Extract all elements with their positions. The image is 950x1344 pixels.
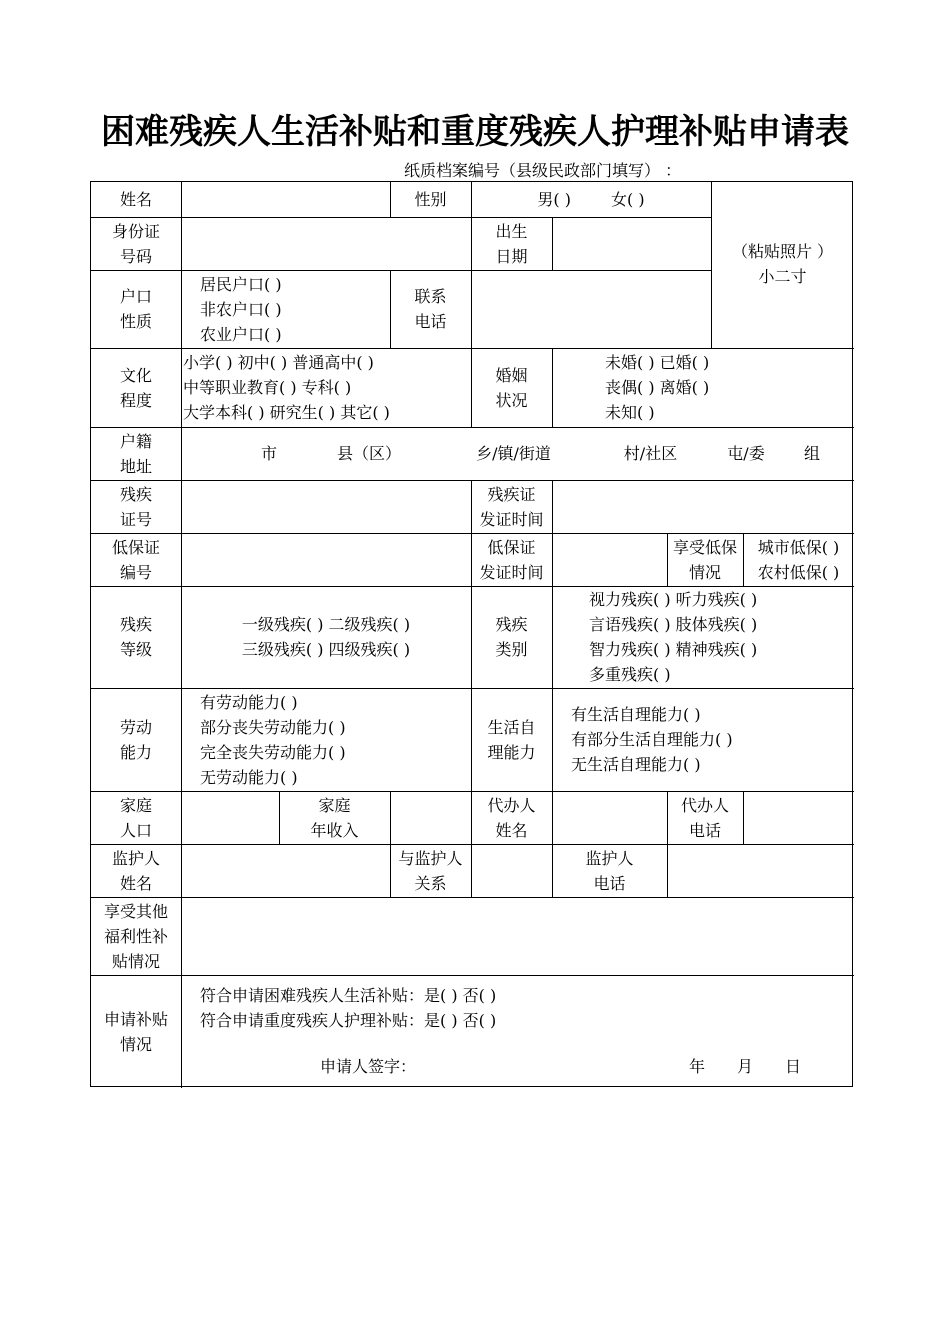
guardian-name-field[interactable] bbox=[181, 844, 390, 897]
archive-number-label: 纸质档案编号（县级民政部门填写） ： bbox=[404, 161, 682, 180]
hukou-nonagri-option[interactable]: 非农户口( ) bbox=[200, 299, 282, 319]
date-year-label: 年 bbox=[688, 1056, 705, 1076]
hukou-resident-option[interactable]: 居民户口( ) bbox=[200, 274, 282, 294]
address-tun[interactable]: 屯/委 bbox=[727, 444, 765, 463]
disability-cert-label: 残疾 证号 bbox=[119, 484, 152, 529]
name-label: 姓名 bbox=[119, 190, 152, 209]
gender-female-option[interactable]: 女( ) bbox=[611, 190, 645, 209]
form-title: 困难残疾人生活补贴和重度残疾人护理补贴申请表 bbox=[101, 112, 849, 152]
other-welfare-label: 享受其他 福利性补 贴情况 bbox=[103, 901, 168, 971]
living-subsidy-question[interactable]: 符合申请困难残疾人生活补贴：是( ) 否( ) bbox=[200, 986, 497, 1005]
self-care-label: 生活自 理能力 bbox=[487, 717, 536, 762]
applicant-signature-label: 申请人签字： bbox=[320, 1056, 417, 1076]
family-population-label: 家庭 人口 bbox=[119, 795, 152, 840]
application-label: 申请补贴 情况 bbox=[103, 1009, 168, 1054]
guardian-relation-field[interactable] bbox=[471, 844, 552, 897]
marriage-label: 婚姻 状况 bbox=[495, 365, 528, 410]
disability-type-label: 残疾 类别 bbox=[495, 615, 528, 659]
birth-date-field[interactable] bbox=[552, 217, 711, 270]
gender-options[interactable] bbox=[471, 182, 711, 217]
disability-cert-date-label: 残疾证 发证时间 bbox=[479, 484, 544, 529]
name-field[interactable] bbox=[181, 182, 390, 217]
agent-name-label: 代办人 姓名 bbox=[487, 795, 536, 840]
education-label: 文化 程度 bbox=[119, 365, 152, 410]
labor-ability-label: 劳动 能力 bbox=[119, 717, 152, 762]
agent-phone-label: 代办人 电话 bbox=[680, 795, 729, 840]
address-county[interactable]: 县（区） bbox=[336, 444, 401, 463]
disability-cert-field[interactable] bbox=[181, 480, 471, 533]
family-income-field[interactable] bbox=[390, 791, 471, 844]
education-options[interactable]: 小学( ) 初中( ) 普通高中( ) 中等职业教育( ) 专科( ) 大学本科( ) 研究生( ) 其它( ) bbox=[183, 353, 390, 422]
dibao-number-label: 低保证 编号 bbox=[111, 537, 160, 582]
self-care-options[interactable]: 有生活自理能力( ) 有部分生活自理能力( ) 无生活自理能力( ) bbox=[571, 705, 733, 774]
guardian-name-label: 监护人 姓名 bbox=[111, 848, 160, 893]
address-label: 户籍 地址 bbox=[119, 431, 152, 476]
disability-type-options[interactable]: 视力残疾( ) 听力残疾( ) 言语残疾( ) 肢体残疾( ) 智力残疾( ) 精神残疾( ) 多重残疾( ) bbox=[589, 590, 758, 684]
hukou-label: 户口 性质 bbox=[119, 287, 152, 331]
labor-ability-options[interactable]: 有劳动能力( ) 部分丧失劳动能力( ) 完全丧失劳动能力( ) 无劳动能力( ) bbox=[200, 692, 346, 787]
family-population-field[interactable] bbox=[181, 791, 279, 844]
care-subsidy-question[interactable]: 符合申请重度残疾人护理补贴：是( ) 否( ) bbox=[200, 1011, 497, 1030]
photo-placeholder: （粘贴照片 ） 小二寸 bbox=[731, 242, 834, 286]
dibao-date-field[interactable] bbox=[552, 533, 667, 586]
disability-cert-date-field[interactable] bbox=[552, 480, 854, 533]
contact-phone-label: 联系 电话 bbox=[414, 287, 447, 331]
address-group[interactable]: 组 bbox=[803, 444, 820, 463]
hukou-agri-option[interactable]: 农业户口( ) bbox=[200, 324, 282, 344]
guardian-phone-label: 监护人 电话 bbox=[585, 848, 634, 893]
dibao-date-label: 低保证 发证时间 bbox=[479, 537, 544, 582]
birth-date-label: 出生 日期 bbox=[495, 221, 528, 266]
date-day-label: 日 bbox=[784, 1056, 801, 1076]
family-income-label: 家庭 年收入 bbox=[310, 795, 359, 840]
guardian-phone-field[interactable] bbox=[667, 844, 854, 897]
id-number-label: 身份证 号码 bbox=[111, 221, 160, 266]
application-form-table bbox=[90, 181, 853, 1087]
date-month-label: 月 bbox=[736, 1056, 753, 1076]
address-village[interactable]: 村/社区 bbox=[623, 444, 678, 463]
disability-level-options[interactable]: 一级残疾( ) 二级残疾( ) 三级残疾( ) 四级残疾( ) bbox=[241, 615, 411, 659]
agent-name-field[interactable] bbox=[552, 791, 667, 844]
agent-phone-field[interactable] bbox=[743, 791, 854, 844]
other-welfare-field[interactable] bbox=[181, 897, 854, 975]
disability-level-label: 残疾 等级 bbox=[119, 615, 152, 659]
dibao-status-options[interactable]: 城市低保( ) 农村低保( ) bbox=[757, 537, 840, 582]
contact-phone-field[interactable] bbox=[471, 270, 711, 348]
application-questions[interactable] bbox=[200, 983, 820, 1035]
dibao-status-label: 享受低保 情况 bbox=[672, 537, 737, 582]
address-city[interactable]: 市 bbox=[260, 444, 277, 463]
marriage-options[interactable]: 未婚( ) 已婚( ) 丧偶( ) 离婚( ) 未知( ) bbox=[605, 353, 710, 422]
dibao-number-field[interactable] bbox=[181, 533, 471, 586]
id-number-field[interactable] bbox=[181, 217, 471, 270]
address-town[interactable]: 乡/镇/街道 bbox=[476, 444, 551, 463]
guardian-relation-label: 与监护人 关系 bbox=[398, 848, 463, 893]
gender-male-option[interactable]: 男( ) bbox=[537, 190, 571, 209]
gender-label: 性别 bbox=[414, 190, 447, 209]
hukou-options[interactable] bbox=[200, 270, 390, 348]
